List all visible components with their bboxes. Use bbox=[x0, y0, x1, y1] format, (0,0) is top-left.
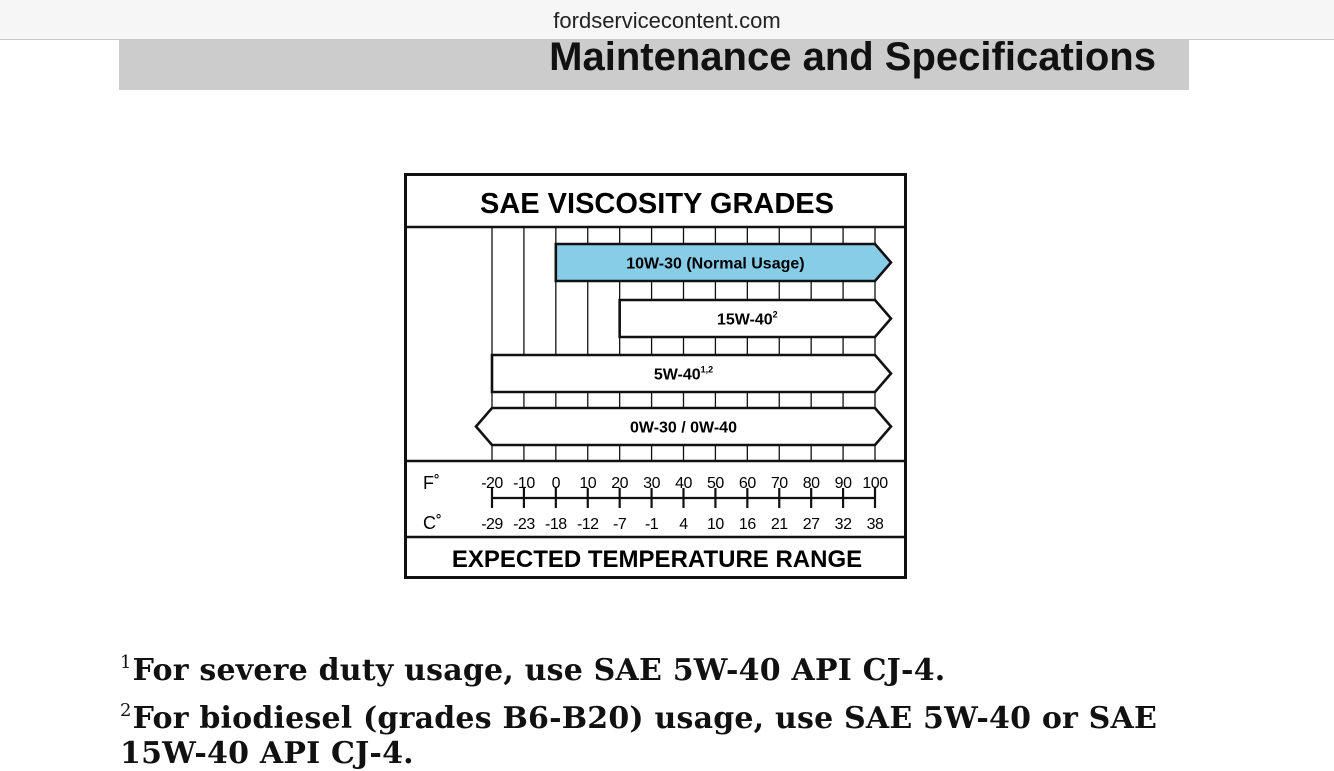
footnote-1-text: For severe duty usage, use SAE 5W-40 API CJ-4. bbox=[132, 653, 946, 688]
chart-footer-label: EXPECTED TEMPERATURE RANGE bbox=[451, 546, 863, 573]
fahrenheit-unit-label: F˚ bbox=[423, 473, 440, 493]
celsius-tick-label: 16 bbox=[738, 516, 756, 533]
celsius-tick-label: -7 bbox=[613, 516, 627, 533]
fahrenheit-tick-label: 50 bbox=[707, 475, 724, 492]
fahrenheit-tick-label: 70 bbox=[770, 475, 788, 492]
fahrenheit-tick-label: -20 bbox=[481, 475, 503, 492]
celsius-tick-label: -23 bbox=[513, 516, 535, 533]
celsius-tick-label: 10 bbox=[707, 516, 724, 533]
grade-label: 5W-40$^{1,2}$ bbox=[653, 364, 714, 384]
grade-label: 0W-30 / 0W-40 bbox=[630, 419, 737, 437]
fahrenheit-tick-label: 10 bbox=[579, 475, 597, 492]
celsius-tick-label: -12 bbox=[576, 516, 599, 533]
fahrenheit-tick-label: 80 bbox=[802, 475, 820, 492]
celsius-tick-label: 4 bbox=[679, 516, 688, 533]
fahrenheit-tick-label: 20 bbox=[611, 475, 629, 492]
footnote-1-mark: 1 bbox=[120, 652, 132, 673]
fahrenheit-tick-label: 40 bbox=[675, 475, 692, 492]
grade-label-superscript: 1,2 bbox=[700, 364, 714, 375]
fahrenheit-tick-label: 90 bbox=[834, 475, 852, 492]
footnote-2-continuation: 15W-40 API CJ-4. bbox=[120, 736, 414, 771]
chart-title: SAE VISCOSITY GRADES bbox=[480, 188, 834, 220]
footnote-2-text: For biodiesel (grades B6-B20) usage, use SAE 5W-40 or SAE bbox=[132, 701, 1158, 736]
section-header bbox=[119, 35, 1189, 90]
celsius-tick-label: -29 bbox=[481, 516, 503, 533]
celsius-unit-label: C˚ bbox=[423, 513, 442, 533]
fahrenheit-tick-label: -10 bbox=[513, 475, 535, 492]
grade-label: 10W-30 (Normal Usage) bbox=[626, 255, 805, 273]
browser-url-bar[interactable] bbox=[0, 0, 1334, 40]
url-text: fordservicecontent.com bbox=[553, 7, 781, 33]
page-title: Maintenance and Specifications bbox=[549, 35, 1156, 79]
footnote-2-mark: 2 bbox=[120, 700, 132, 721]
celsius-tick-label: 27 bbox=[802, 516, 820, 533]
fahrenheit-tick-label: 0 bbox=[551, 475, 561, 492]
celsius-tick-label: -18 bbox=[545, 516, 567, 533]
fahrenheit-tick-label: 100 bbox=[862, 475, 888, 492]
grade-label: $15W-40^2$ bbox=[716, 309, 778, 329]
fahrenheit-tick-label: 60 bbox=[738, 475, 756, 492]
celsius-tick-label: 38 bbox=[866, 516, 884, 533]
footnote-2 bbox=[120, 700, 1157, 736]
grade-label-superscript: 2 bbox=[772, 309, 778, 320]
viscosity-chart bbox=[404, 173, 908, 580]
celsius-tick-label: -1 bbox=[644, 516, 659, 533]
footnote-1 bbox=[120, 652, 945, 688]
fahrenheit-tick-label: 30 bbox=[643, 475, 660, 492]
celsius-tick-label: 21 bbox=[770, 516, 788, 533]
celsius-tick-label: 32 bbox=[834, 516, 852, 533]
